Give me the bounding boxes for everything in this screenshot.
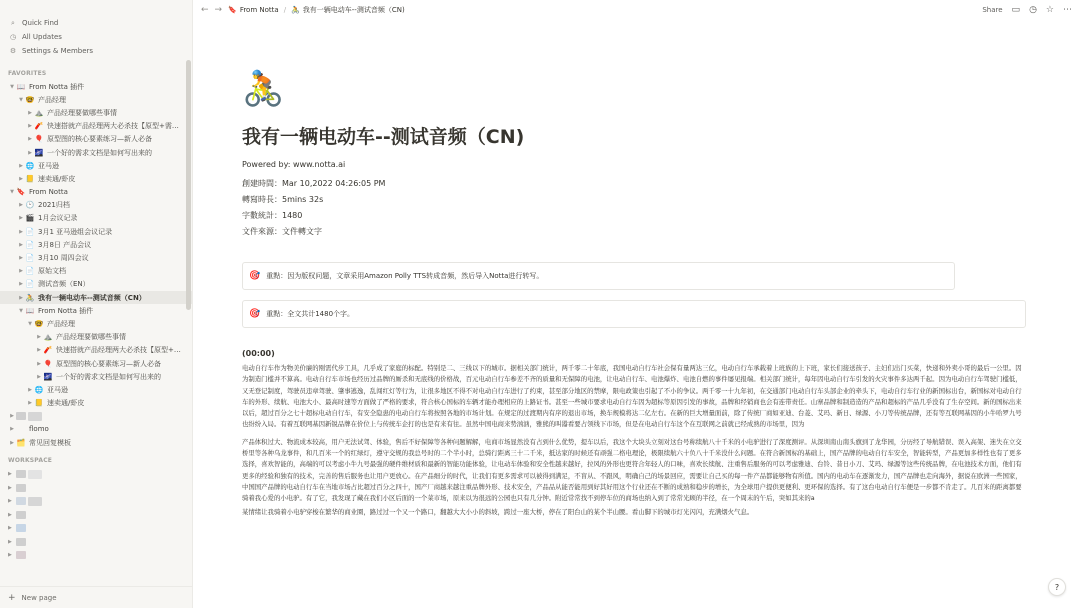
sidebar-tree-label: 2021归档	[38, 201, 70, 210]
chevron-right-icon[interactable]: ▶	[28, 109, 32, 116]
page-emoji-icon: 🚴	[25, 293, 35, 302]
sidebar-tree-label: 常见回复模板	[29, 438, 71, 447]
sidebar-tree-item[interactable]	[0, 410, 192, 423]
page-body	[242, 20, 1028, 518]
property-value[interactable]: 1480	[282, 210, 303, 220]
chevron-right-icon[interactable]: ▶	[19, 175, 23, 182]
page-emoji-icon: 📒	[25, 174, 35, 183]
chevron-right-icon[interactable]: ▶	[19, 281, 23, 288]
sidebar-tree-label: 测试音频（EN）	[38, 280, 90, 289]
sidebar-tree-label: 速卖通/虾皮	[47, 399, 85, 408]
breadcrumb	[228, 5, 405, 15]
topbar	[193, 0, 1080, 20]
sidebar-scroll-thumb[interactable]	[186, 60, 191, 310]
more-options-icon[interactable]: ⋯	[1063, 5, 1072, 15]
chevron-right-icon[interactable]: ▶	[37, 347, 41, 354]
sidebar-tree-label: 3月10 周四会议	[38, 254, 89, 263]
workspace-item[interactable]: ▶	[0, 535, 192, 549]
sidebar-tree-item[interactable]	[0, 436, 192, 449]
breadcrumb-parent[interactable]: From Notta	[239, 6, 279, 14]
sidebar-tree-label: 一个好的需求文档是如何写出来的	[47, 148, 152, 157]
chevron-right-icon[interactable]: ▶	[37, 373, 41, 380]
callout-copyright	[242, 262, 955, 290]
favorites-tree	[0, 80, 192, 449]
timestamp: (00:00)	[242, 349, 275, 358]
redacted-icon	[16, 412, 26, 420]
transcript-paragraph: 产品体积过大、物流成本较高，用户无法试驾、体验，售后不好保障等各种问题解解，电商市场显然没有占到什么优势，提车以后，我这个大块头立刻对这台号称续航八十千米的小电驴进行了深度测评。从深圳南山南头旗到了龙华园，分历经了导航错误、误入高架、迷失在立交桥里等各种乌龙事件，和几百米一个的红绿灯，遵守交规的我总号时的二个半小时，总骑行距离三十二千米，抵达家的时候还有顽强二格电理论，极限续航六十负八十千米没什么问题。在符合新国标的基础上，国产品牌的电动自行车安全，智能转型，产品更加多样性也有了更多选择，喜欢智能的，高端的可以考虑小牛九号最强的硬件维材质和最新的智能功能体验，让电动车体验和安全性越来越好，拉风的外形也更符合年轻人的口味，喜欢长续航、注重售后服务的可以考虑雅迪、台铃、昔日小刀、艾玛、绿源等这些传统品牌，在电池技术方面，他们有更多的经验和独有的技术，完善的售后服务也让用户更放心。在产品细分的时代，让我们有更多需求可以被得到满足，不盲从、不跟风，明确自己的场景回应，需要让自己买的每一件产品都能够物有所值。国内的电动车在逐渐发力，国产品牌也走向海外，据说在欧洲一些国家，中国国产品牌的电动自行车在当地市场占比超过百分之四十，国产厂商越来越注重品牌外形、技术安全，产品品从能否能用到好其好用这个行业还在不断的成熟和稳步的增长，为全球用户提供更便利、更环保的选择。有了这台电动自行车便是一步都不肯走了。几百米的距离都要骑着我心爱的小电驴。有了它，我发现了藏在我们小区后面的一个菜市场，原来以为很远的公园也只有几分钟。附近常常找不到停车位的商场也纳入到了常常光顾的半径，在一个周末的午后，突如其来的a	[242, 437, 1022, 503]
workspace-item[interactable]: ▶	[0, 508, 192, 522]
sidebar-tree-label: flomo	[29, 425, 49, 434]
sidebar-tree-item[interactable]	[0, 383, 192, 396]
property-row	[242, 175, 1028, 191]
chevron-right-icon[interactable]: ▶	[19, 268, 23, 275]
sidebar-tree-item[interactable]	[0, 251, 192, 264]
page-icon[interactable]: 🚴	[242, 69, 285, 109]
sidebar	[0, 0, 193, 608]
chevron-right-icon[interactable]: ▶	[19, 294, 23, 301]
page-emoji-icon: 🗂️	[16, 438, 26, 447]
share-button[interactable]: Share	[982, 6, 1003, 14]
callout-text: 重點：全文共计1480个字。	[266, 310, 355, 318]
page-emoji-icon: 📄	[25, 227, 35, 236]
chevron-right-icon[interactable]: ▶	[19, 202, 23, 209]
property-key: 字數統計：	[242, 210, 282, 220]
clock-icon: ◷	[9, 33, 17, 41]
chevron-right-icon[interactable]: ▶	[10, 426, 14, 433]
sidebar-tree-item[interactable]	[0, 172, 192, 185]
sidebar-tree-item[interactable]	[0, 106, 192, 119]
main-content	[193, 0, 1080, 608]
back-arrow-icon[interactable]: ←	[201, 5, 209, 15]
chevron-right-icon[interactable]: ▶	[28, 136, 32, 143]
property-key: 創建時間：	[242, 178, 282, 188]
sidebar-tree-item[interactable]	[0, 146, 192, 159]
page-emoji-icon: 📄	[25, 280, 35, 289]
sidebar-tree-item[interactable]	[0, 199, 192, 212]
chevron-down-icon[interactable]: ▼	[10, 83, 14, 90]
page-emoji-icon: 🌌	[34, 148, 44, 157]
all-updates-item[interactable]: ◷ All Updates	[9, 33, 62, 41]
sidebar-tree-label: From Notta	[29, 188, 68, 197]
page-emoji-icon: 🤓	[25, 95, 35, 104]
chevron-right-icon[interactable]: ▶	[19, 162, 23, 169]
target-icon: 🎯	[249, 309, 261, 319]
workspace-item[interactable]: ▶	[0, 481, 192, 495]
property-key: 轉寫時長：	[242, 194, 282, 204]
sidebar-tree-label: 快速搭就产品经理两大必杀技【原型+…	[56, 346, 181, 355]
forward-arrow-icon[interactable]: →	[214, 5, 223, 15]
workspace-header: WORKSPACE	[8, 456, 53, 464]
sidebar-scrollbar[interactable]	[186, 60, 191, 580]
sidebar-tree-item[interactable]	[0, 212, 192, 225]
chevron-right-icon[interactable]: ▶	[10, 439, 14, 446]
comment-icon[interactable]: ▭	[1011, 5, 1021, 15]
sidebar-tree-item[interactable]	[0, 304, 192, 317]
chevron-down-icon[interactable]: ▼	[28, 320, 32, 327]
page-emoji-icon: 🔖	[16, 188, 26, 197]
page-emoji-icon: 🕑	[25, 201, 35, 210]
breadcrumb-parent-icon: 🔖	[228, 6, 237, 14]
sidebar-tree-item[interactable]	[0, 93, 192, 106]
sidebar-tree-label: From Notta 插件	[29, 82, 85, 91]
page-emoji-icon: 📒	[34, 399, 44, 408]
property-value[interactable]: Mar 10,2022 04:26:05 PM	[282, 178, 386, 188]
page-emoji-icon: 🌌	[43, 372, 53, 381]
target-icon: 🎯	[249, 271, 261, 281]
page-emoji-icon: 📄	[25, 254, 35, 263]
search-icon: ⌕	[11, 18, 15, 27]
workspace-item[interactable]: ▶	[0, 467, 192, 481]
chevron-right-icon[interactable]: ▶	[19, 241, 23, 248]
sidebar-tree-label: From Notta 插件	[38, 306, 94, 315]
transcript-paragraph: 电动自行车作为物美价廉的刚需代步工具，几乎成了家庭的标配。特别是二、三线以下的城市。据相关部门统计，两千零二十年底，我国电动自行车社会保有量两达三亿，电动自行车承载着上班族的上下班，家长们接送孩子、主妇们出门买菜，快递和外卖小哥的最后一公里。因为制造门槛并不算高。电动自行车市场也经历过品牌的厮杀和无底线的价格战，百元电动自行车参差不齐的质量和无保障的电池，让电动自行车、电池爆炸、电池自燃的事件屡见报端。相关部门统计，每年因电动自行车引发的火灾事件多达两千起。因为电动自行车驾驶门槛低，又无登记制度，驾驶员违章驾驶、肇事逃逸，乱闯红灯等行为，让很多地区不得不对电动自行车进行了约束，甚至部分地区的禁摩，限电政策也引起了不小的争议。两千零一十九年初，在交通部门电动自行车头部企业的牵头下，电动自行车行业的新国标出台，新国标对电动自行车的外形、续航、电池大小、最高时速等方面做了严格的要求，符合核心国标的车辆才能办理相应的上路证书。甚至一些城市要求电动自行车因为超标等原因引发的事故，品牌和经销商也会有连带责任。山寨品牌和制造造的产品和超标的产品几乎没有了生存空间。新的国标出来以后，超过百分之七十超标电动自行车，有安全隐患的电动自行车将按照各地的市场计划。在规定的过渡期内有序的退出市场，换车规模将达二亿左右。在新的巨大增量面前，除了传统厂商如亚迪、台菱、艾玛、新日、绿源、小刀等传统品牌，还有等互联网基因的小牛哈罗九号也纷纷入局。有着互联网基因新锐品牌在价位上与传统车企打的也是有来有往。虽然中国电商来势汹汹，雅熊的叫嚣看要占领线下市场，但是在电动自行车这个在互联网之前就已经成熟的市场里，因为	[242, 364, 1022, 429]
sidebar-tree-label: 原型图的核心要素练习—新人必备	[47, 135, 152, 144]
sidebar-tree-label: 亚马逊	[47, 385, 68, 394]
chevron-right-icon[interactable]: ▶	[19, 255, 23, 262]
page-emoji-icon: 🎬	[25, 214, 35, 223]
property-key: 文件來源：	[242, 226, 282, 236]
new-page-button[interactable]: + New page	[0, 586, 193, 608]
star-icon[interactable]: ☆	[1045, 5, 1054, 15]
sidebar-tree-item[interactable]	[0, 397, 192, 410]
chevron-right-icon[interactable]: ▶	[19, 228, 23, 235]
sidebar-tree-item[interactable]	[0, 344, 192, 357]
page-emoji-icon: 🎈	[43, 359, 53, 368]
sidebar-tree-label: 原型图的核心要素练习—新人必备	[56, 359, 161, 368]
sidebar-tree-item[interactable]	[0, 423, 192, 436]
chevron-right-icon[interactable]: ▶	[37, 360, 41, 367]
sidebar-tree-label: 原始文档	[38, 267, 66, 276]
page-emoji-icon: 📖	[16, 82, 26, 91]
page-emoji-icon: 📖	[25, 306, 35, 315]
chevron-right-icon[interactable]: ▶	[10, 413, 14, 420]
sidebar-tree-item[interactable]	[0, 225, 192, 238]
sidebar-tree-item[interactable]	[0, 80, 192, 93]
settings-item[interactable]: ⚙ Settings & Members	[9, 47, 94, 55]
page-emoji-icon: ⛰️	[34, 108, 44, 117]
sidebar-tree-label: 3月1 亚马逊组会议记录	[38, 227, 113, 236]
sidebar-tree-label: 3月8日 产品会议	[38, 240, 92, 249]
page-emoji-icon: 🧨	[43, 346, 53, 355]
history-clock-icon[interactable]: ◷	[1029, 5, 1037, 15]
sidebar-tree-item[interactable]	[0, 265, 192, 278]
callout-wordcount	[242, 300, 1026, 328]
sidebar-tree-label: 产品经理要做哪些事情	[47, 108, 117, 117]
sidebar-tree-item[interactable]	[0, 291, 192, 304]
sidebar-tree-label: 亚马逊	[38, 161, 59, 170]
chevron-right-icon[interactable]: ▶	[28, 400, 32, 407]
sidebar-tree-item[interactable]	[0, 186, 192, 199]
sidebar-tree-item[interactable]	[0, 357, 192, 370]
chevron-right-icon[interactable]: ▶	[28, 149, 32, 156]
breadcrumb-separator: /	[283, 6, 287, 14]
chevron-right-icon[interactable]: ▶	[37, 334, 41, 341]
page-emoji-icon: ⛰️	[43, 333, 53, 342]
plus-icon: +	[8, 592, 16, 603]
page-emoji-icon: 🌐	[25, 161, 35, 170]
help-button[interactable]: ?	[1048, 578, 1066, 596]
page-emoji-icon: 🧨	[34, 122, 44, 131]
page-emoji-icon: 📄	[25, 240, 35, 249]
chevron-down-icon[interactable]: ▼	[10, 189, 14, 196]
workspace-item[interactable]: ▶	[0, 494, 192, 508]
sidebar-tree-label: 1月会议记录	[38, 214, 78, 223]
sidebar-tree-label: 产品经理要做哪些事情	[56, 333, 126, 342]
property-row	[242, 191, 1028, 207]
transcript-paragraph: 某情绪让我骑着小电驴穿梭在繁华的商业圈，路过过一个又一个路口，翻越大大小小的斜坡，跨过一座大桥，停在了阳台山的某个半山腰。看山脚下的城市灯光闪闪，充满烟火气息。	[242, 507, 754, 516]
sidebar-tree-item[interactable]	[0, 331, 192, 344]
favorites-header: FAVORITES	[8, 69, 47, 77]
topbar-actions	[982, 5, 1072, 15]
powered-by-text: Powered by: www.notta.ai	[242, 160, 346, 169]
property-row	[242, 207, 1028, 223]
sidebar-tree-item[interactable]	[0, 370, 192, 383]
property-value[interactable]: 5mins 32s	[282, 194, 324, 204]
workspace-item[interactable]: ▶	[0, 521, 192, 535]
property-row	[242, 223, 1028, 239]
sidebar-tree-label: 速卖通/虾皮	[38, 174, 76, 183]
sidebar-tree-item[interactable]	[0, 159, 192, 172]
page-emoji-icon: 🤓	[34, 319, 44, 328]
breadcrumb-current-icon: 🚴	[291, 6, 300, 14]
sidebar-tree-label: 产品经理	[38, 95, 66, 104]
gear-icon: ⚙	[9, 47, 17, 55]
chevron-down-icon[interactable]: ▼	[19, 307, 23, 314]
sidebar-tree-item[interactable]	[0, 238, 192, 251]
breadcrumb-current[interactable]: 我有一辆电动车--测试音频（CN)	[302, 6, 405, 14]
chevron-down-icon[interactable]: ▼	[19, 96, 23, 103]
sidebar-tree-item[interactable]	[0, 317, 192, 330]
page-emoji-icon: 🎈	[34, 135, 44, 144]
properties-list	[242, 175, 1028, 239]
chevron-right-icon[interactable]: ▶	[28, 123, 32, 130]
sidebar-tree-label: 一个好的需求文档是如何写出来的	[56, 372, 161, 381]
page-emoji-icon: 📄	[25, 267, 35, 276]
sidebar-tree-label: 快速搭就产品经理两大必杀技【原型+需…	[47, 122, 179, 131]
page-emoji-icon: 🌐	[34, 385, 44, 394]
workspace-tree	[0, 467, 192, 562]
sidebar-tree-item[interactable]	[0, 133, 192, 146]
sidebar-tree-label: 我有一辆电动车--测试音频（CN）	[38, 293, 146, 302]
property-value[interactable]: 文件轉文字	[282, 226, 322, 236]
redacted-label	[28, 412, 42, 421]
chevron-right-icon[interactable]: ▶	[28, 386, 32, 393]
callout-text: 重點：因为版权问题，文章采用Amazon Polly TTS转成音频，然后导入Notta进行转写。	[266, 272, 544, 280]
quick-find-item[interactable]: ⌕ Quick Find	[0, 16, 192, 30]
sidebar-tree-item[interactable]	[0, 278, 192, 291]
sidebar-tree-label: 产品经理	[47, 319, 75, 328]
chevron-right-icon[interactable]: ▶	[19, 215, 23, 222]
sidebar-tree-item[interactable]	[0, 120, 192, 133]
workspace-item[interactable]: ▶	[0, 548, 192, 562]
page-title[interactable]: 我有一辆电动车--测试音频（CN)	[242, 126, 525, 148]
